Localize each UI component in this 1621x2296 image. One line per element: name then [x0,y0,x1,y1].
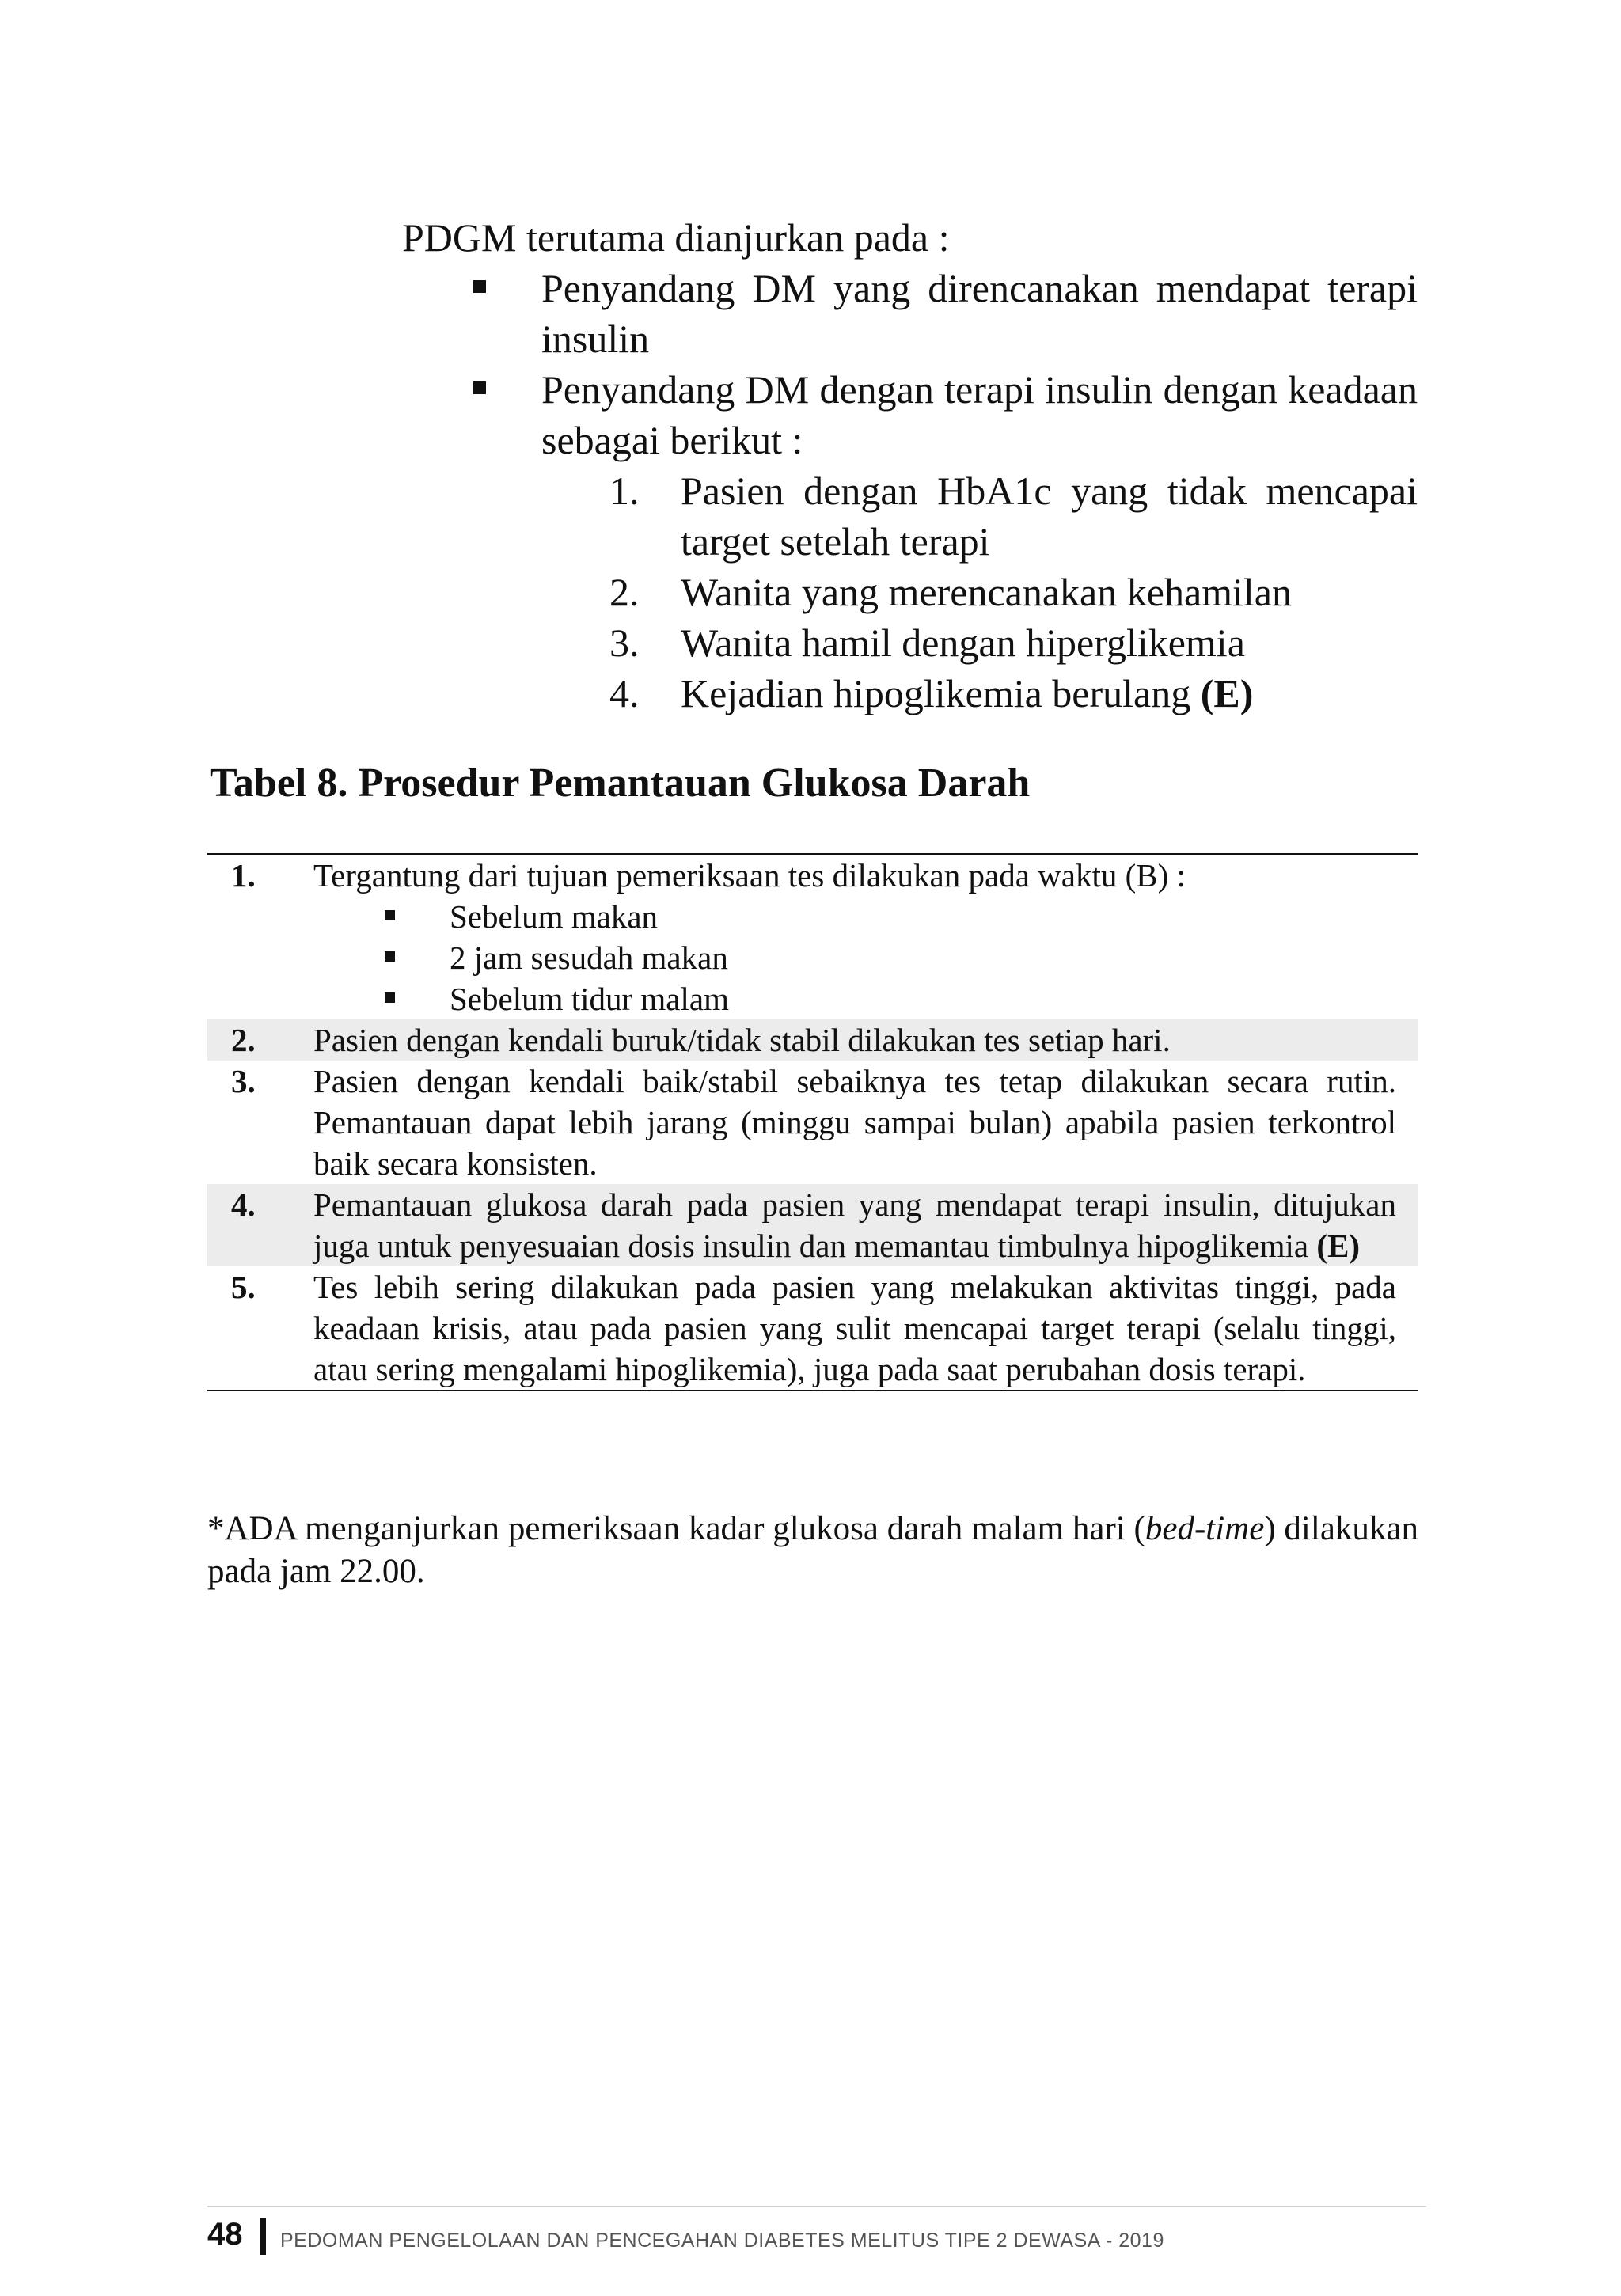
evidence-grade: (E) [1200,671,1254,715]
condition-item [402,567,1418,617]
intro-bullet [402,263,1418,364]
intro-bullet-text: Penyandang DM yang direncanakan mendapat terapi insulin [541,266,1418,361]
table-row [207,1266,1418,1390]
condition-text: Kejadian hipoglikemia berulang [681,671,1201,715]
row-number: 5. [231,1269,256,1305]
table-row [207,1019,1418,1061]
square-bullet-icon [385,910,395,920]
condition-number: 4. [609,671,640,715]
table-row [207,1061,1418,1184]
page-number: 48 [207,2217,243,2252]
timing-item [207,896,1396,937]
row-number: 3. [231,1063,256,1099]
condition-text: Wanita hamil dengan hiperglikemia [681,620,1245,665]
row-text: Pasien dengan kendali buruk/tidak stabil dilakukan tes setiap hari. [313,1022,1171,1058]
intro-bullet-text: Penyandang DM dengan terapi insulin dengan keadaan sebagai berikut : [541,367,1418,462]
intro-section [402,212,1418,719]
condition-number: 1. [609,469,640,513]
footnote-italic: bed-time [1145,1510,1265,1547]
intro-lead: PDGM terutama dianjurkan pada : [402,215,950,260]
condition-number: 3. [609,620,640,665]
row-text-wrap [313,1184,1396,1266]
timing-item [207,937,1396,978]
footnote-text-end: ) dilakukan pada jam 22.00. [207,1510,1418,1590]
square-bullet-icon [385,951,395,962]
condition-item [402,668,1418,719]
square-bullet-icon [473,280,486,293]
footnote [207,1508,1418,1593]
table-row [207,1184,1418,1266]
square-bullet-icon [473,381,486,394]
row-text: Tergantung dari tujuan pemeriksaan tes dilakukan pada waktu (B) : [313,857,1186,894]
table-title: Tabel 8. Prosedur Pemantauan Glukosa Darah [210,761,1031,806]
row-text: Pemantauan glukosa darah pada pasien yang mendapat terapi insulin, ditujukan juga untuk penyesuaian dosis insulin dan memantau timbulnya hipoglikemia [313,1186,1396,1264]
row-number: 4. [231,1186,256,1223]
footer-separator [260,2218,266,2255]
row-text: Tes lebih sering dilakukan pada pasien yang melakukan aktivitas tinggi, pada keadaan krisis, atau pada pasien yang sulit mencapai target terapi (selalu tinggi, atau sering mengalami hipoglikemia), juga pada saat perubahan dosis terapi. [313,1269,1396,1387]
procedure-table [207,853,1418,1391]
footnote-text: *ADA menganjurkan pemeriksaan kadar glukosa darah malam hari ( [207,1510,1145,1547]
condition-item [402,617,1418,668]
footer-title: PEDOMAN PENGELOLAAN DAN PENCEGAHAN DIABETES MELITUS TIPE 2 DEWASA - 2019 [280,2230,1164,2252]
timing-item-text: Sebelum makan [450,898,659,935]
timing-item-text: Sebelum tidur malam [450,981,729,1017]
timing-item-text: 2 jam sesudah makan [450,939,728,976]
condition-item [402,465,1418,567]
condition-number: 2. [609,570,640,614]
evidence-grade: (E) [1316,1228,1361,1264]
square-bullet-icon [385,992,395,1003]
condition-text: Wanita yang merencanakan kehamilan [681,570,1292,614]
condition-text: Pasien dengan HbA1c yang tidak mencapai target setelah terapi [681,469,1418,564]
row-number: 1. [231,857,256,894]
footer-divider [207,2206,1426,2207]
timing-item [207,978,1396,1019]
table-row [207,855,1418,1019]
row-text: Pasien dengan kendali baik/stabil sebaiknya tes tetap dilakukan secara rutin. Pemantauan dapat lebih jarang (minggu sampai bulan) apabila pasien terkontrol baik secara konsisten. [313,1063,1396,1182]
intro-bullet [402,364,1418,465]
row-number: 2. [231,1022,256,1058]
